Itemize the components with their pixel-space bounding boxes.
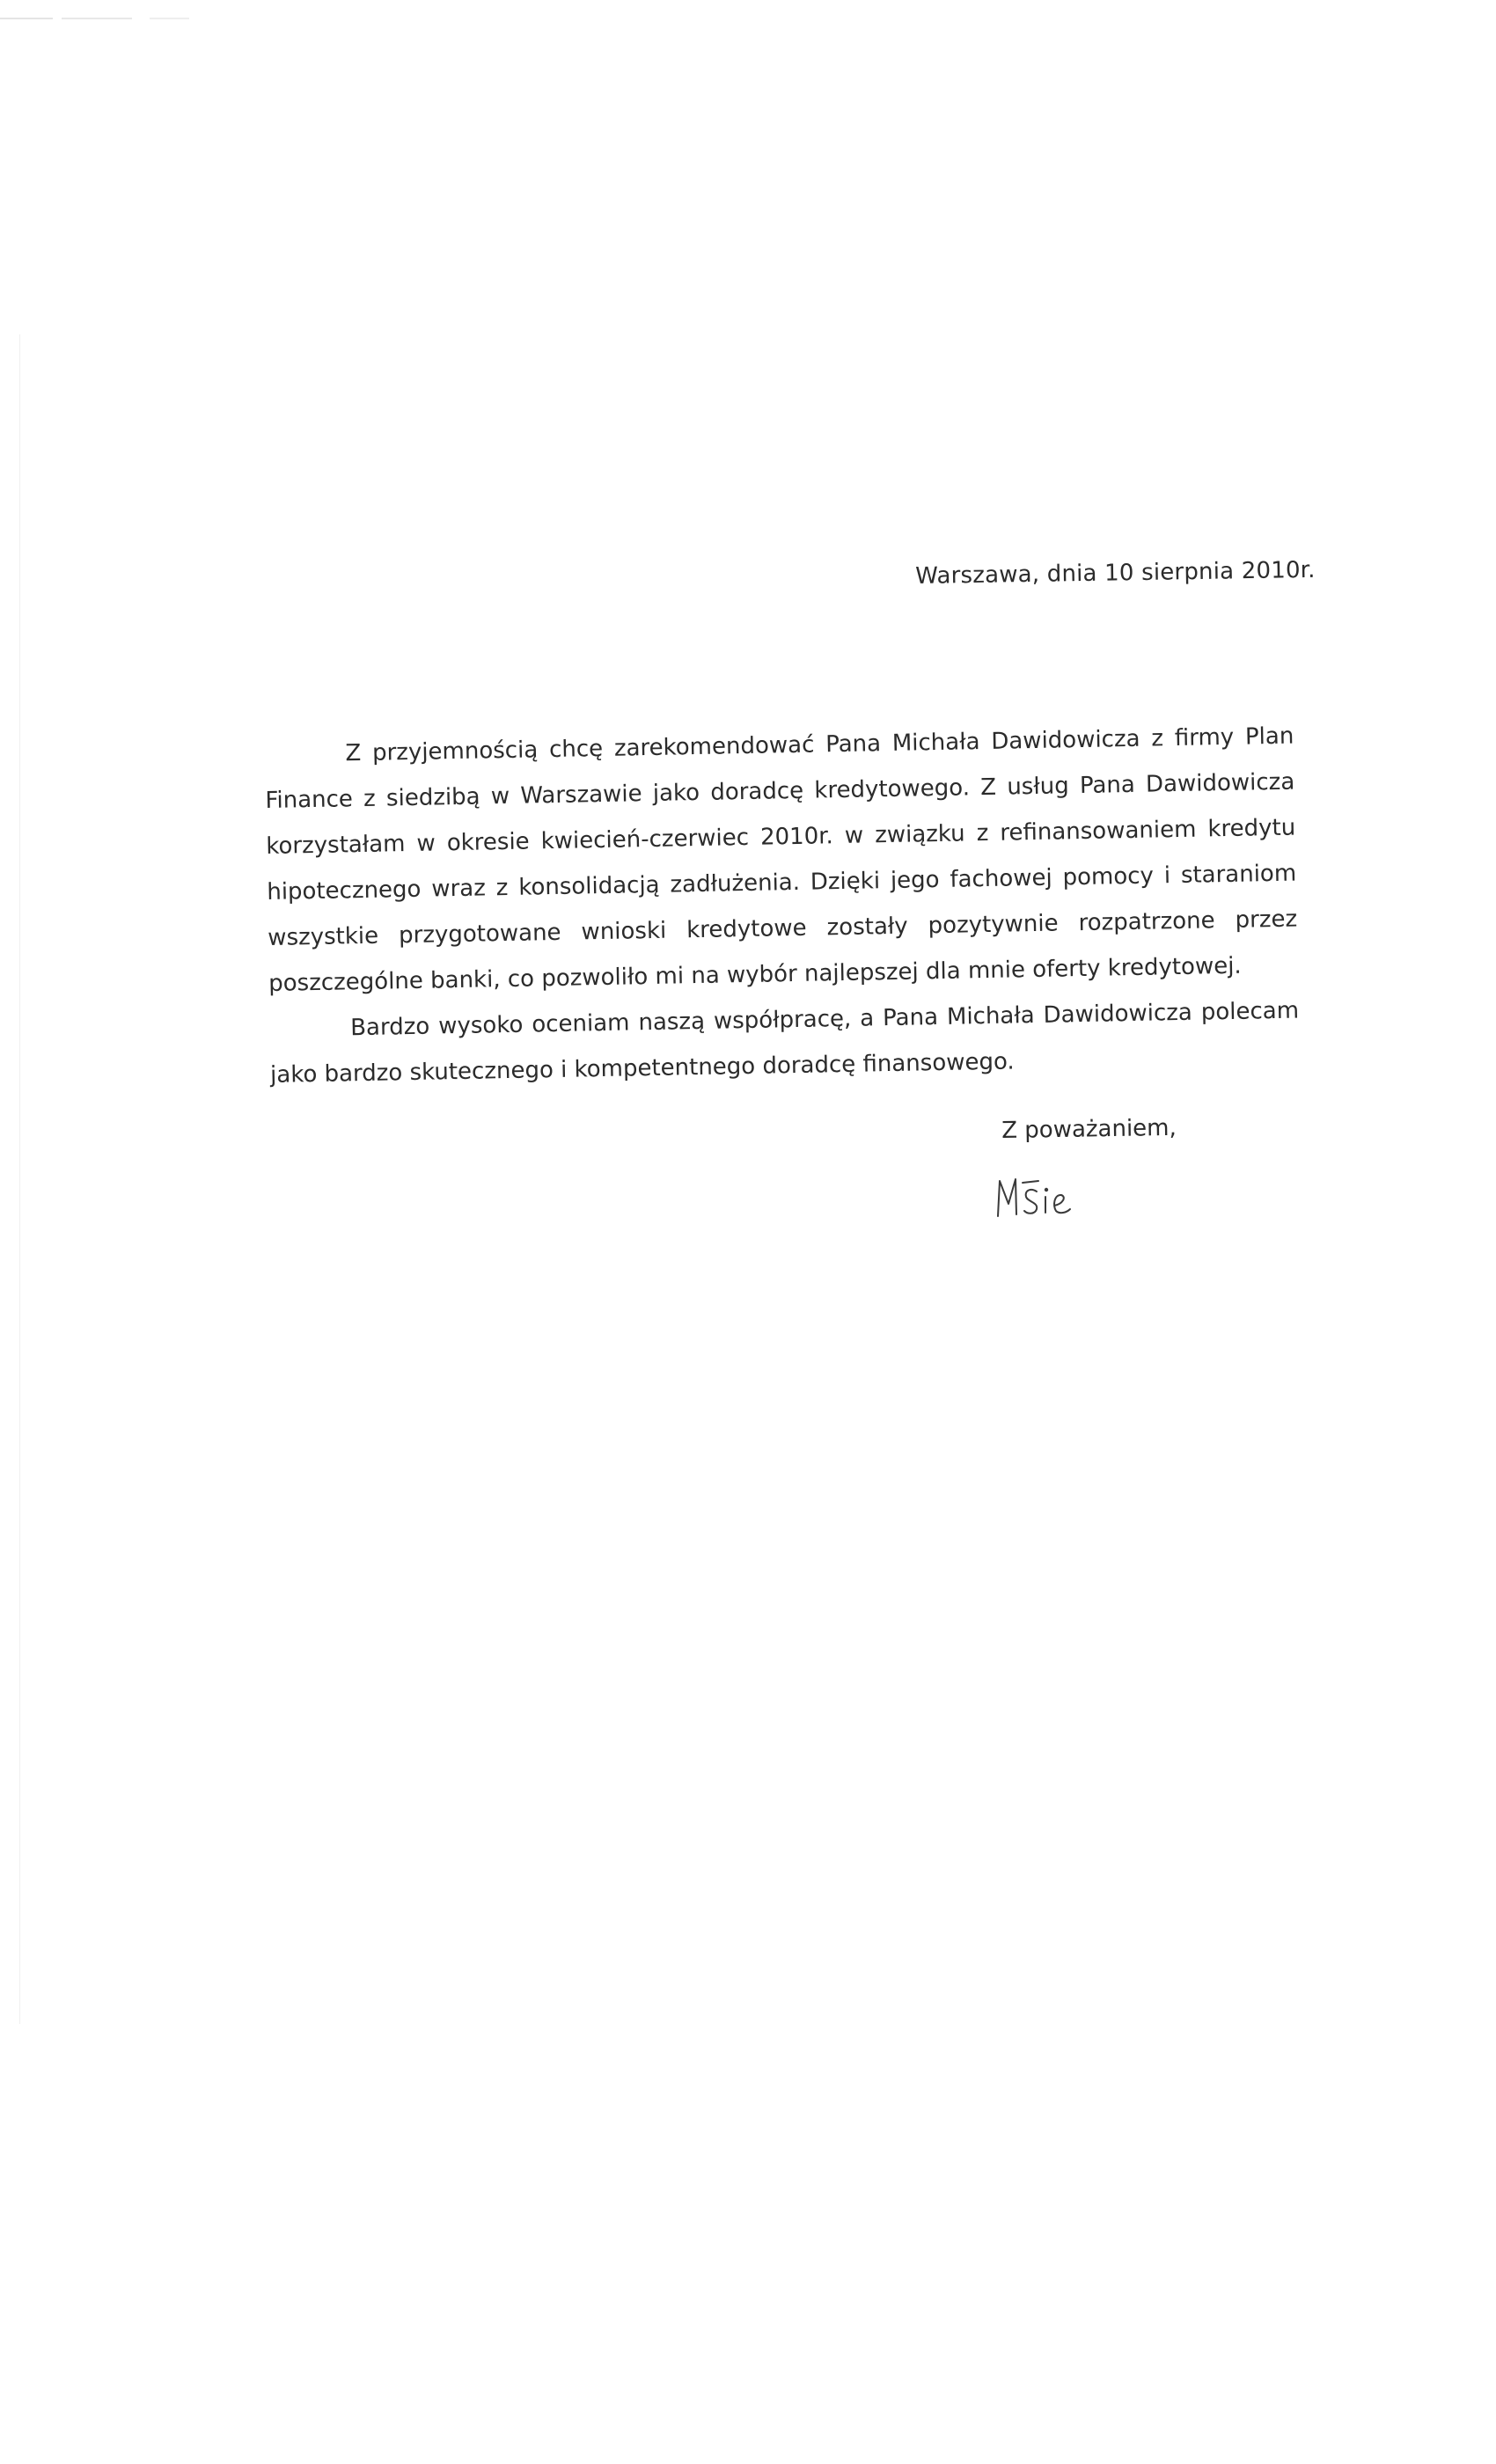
date-line: Warszawa, dnia 10 sierpnia 2010r. xyxy=(915,556,1316,590)
recommendation-paragraph: Z przyjemnością chcę zarekomendować Pana Michała Dawidowicza z firmy Plan Finance z siedzibą w Warszawie jako doradcę kredytowego. Z usług Pana Dawidowicza korzystałam w okresie kwiecień-czerwiec 2010r. w związku z refinansowaniem kredytu hipotecznego wraz z konsolidacją zadłużenia. Dzięki jego fachowej pomocy i staraniom wszystkie przygotowane wnioski kredytowe zostały pozytywnie rozpatrzone przez poszczególne banki, co pozwoliło mi na wybór najlepszej dla mnie oferty kredytowej. xyxy=(265,722,1298,997)
evaluation-paragraph: Bardzo wysoko oceniam naszą współpracę, a Pana Michała Dawidowicza polecam jako bardzo skutecznego i kompetentnego doradcę finansowego. xyxy=(269,997,1300,1089)
handwritten-signature xyxy=(993,1162,1107,1232)
closing-line: Z poważaniem, xyxy=(1001,1114,1177,1144)
letter-body xyxy=(264,714,1300,1098)
scan-artifact-top xyxy=(0,18,189,19)
scan-artifact-left-edge xyxy=(19,334,20,2024)
